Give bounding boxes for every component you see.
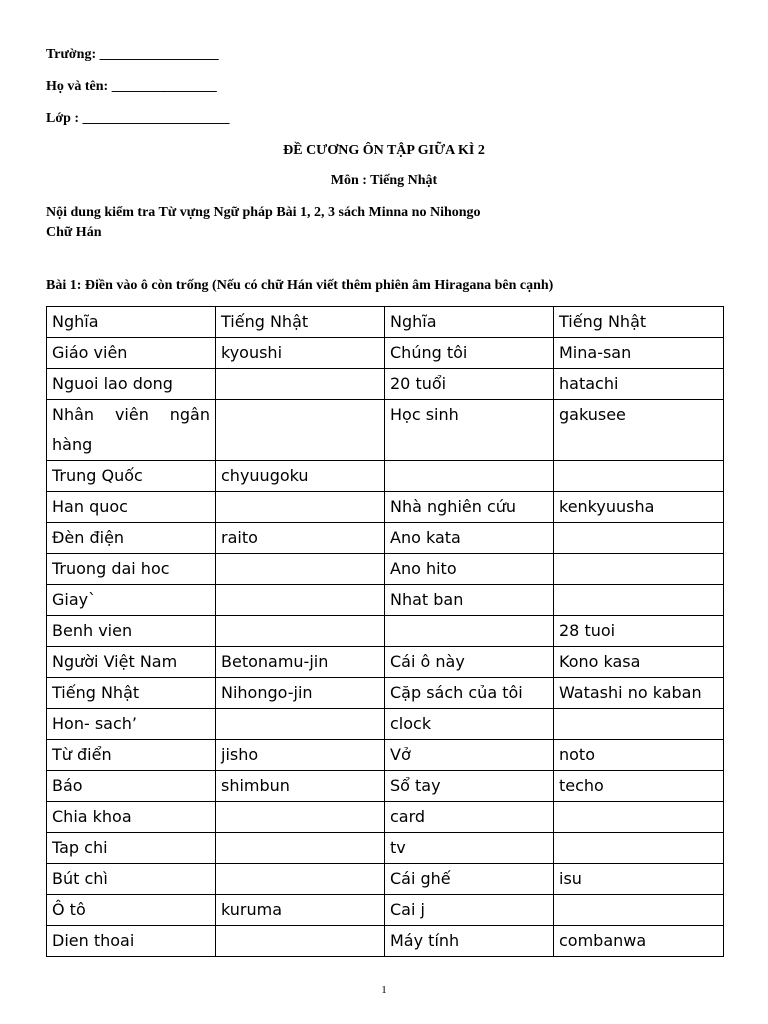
table-row xyxy=(47,616,724,647)
table-header-cell: Tiếng Nhật xyxy=(216,307,385,338)
table-cell xyxy=(216,616,385,647)
table-header-cell: Nghĩa xyxy=(385,307,554,338)
table-cell: Nhà nghiên cứu xyxy=(385,492,554,523)
subject-line: Môn : Tiếng Nhật xyxy=(330,173,438,188)
table-cell: Chúng tôi xyxy=(385,338,554,369)
table-cell xyxy=(385,616,554,647)
table-cell xyxy=(216,926,385,957)
table-header-row xyxy=(47,307,724,338)
table-cell: Nhân viên ngân hàng xyxy=(47,400,216,461)
content-line: Nội dung kiểm tra Từ vựng Ngữ pháp Bài 1, 2, 3 sách Minna no Nihongo xyxy=(46,205,481,220)
table-cell xyxy=(216,864,385,895)
table-row xyxy=(47,647,724,678)
table-header-cell: Tiếng Nhật xyxy=(554,307,724,338)
table-cell xyxy=(216,802,385,833)
table-cell: Ano hito xyxy=(385,554,554,585)
table-cell: Han quoc xyxy=(47,492,216,523)
table-cell: Hon- sach’ xyxy=(47,709,216,740)
table-cell: Nguoi lao dong xyxy=(47,369,216,400)
school-field: Trường: _________________ xyxy=(46,47,219,62)
table-cell: Tap chi xyxy=(47,833,216,864)
table-row xyxy=(47,461,724,492)
table-cell: Benh vien xyxy=(47,616,216,647)
table-cell xyxy=(216,400,385,461)
table-row xyxy=(47,400,724,461)
table-row xyxy=(47,895,724,926)
table-cell: Ô tô xyxy=(47,895,216,926)
table-cell: Giáo viên xyxy=(47,338,216,369)
table-row xyxy=(47,740,724,771)
table-row xyxy=(47,833,724,864)
table-cell xyxy=(385,461,554,492)
table-cell xyxy=(216,492,385,523)
table-row xyxy=(47,864,724,895)
table-cell: Máy tính xyxy=(385,926,554,957)
table-cell: combanwa xyxy=(554,926,724,957)
vocabulary-table xyxy=(46,306,724,957)
table-cell: Mina-san xyxy=(554,338,724,369)
table-cell: jisho xyxy=(216,740,385,771)
table-cell: Truong dai hoc xyxy=(47,554,216,585)
table-row xyxy=(47,926,724,957)
table-cell: isu xyxy=(554,864,724,895)
table-row xyxy=(47,338,724,369)
table-cell: Ano kata xyxy=(385,523,554,554)
table-row xyxy=(47,585,724,616)
document-title: ĐỀ CƯƠNG ÔN TẬP GIỮA KÌ 2 xyxy=(283,143,485,158)
table-cell: Trung Quốc xyxy=(47,461,216,492)
table-cell: 28 tuoi xyxy=(554,616,724,647)
table-cell: Giay` xyxy=(47,585,216,616)
table-cell: gakusee xyxy=(554,400,724,461)
table-cell: noto xyxy=(554,740,724,771)
table-cell: Tiếng Nhật xyxy=(47,678,216,709)
table-cell: Bút chì xyxy=(47,864,216,895)
table-cell: Nihongo-jin xyxy=(216,678,385,709)
table-cell xyxy=(554,709,724,740)
table-cell: hatachi xyxy=(554,369,724,400)
table-cell xyxy=(216,709,385,740)
table-cell: kenkyuusha xyxy=(554,492,724,523)
table-header-cell: Nghĩa xyxy=(47,307,216,338)
table-cell xyxy=(554,523,724,554)
table-cell: Sổ tay xyxy=(385,771,554,802)
table-cell xyxy=(216,585,385,616)
table-row xyxy=(47,802,724,833)
table-cell: Betonamu-jin xyxy=(216,647,385,678)
table-cell xyxy=(554,585,724,616)
table-cell: Cặp sách của tôi xyxy=(385,678,554,709)
table-cell: 20 tuổi xyxy=(385,369,554,400)
table-cell: Vở xyxy=(385,740,554,771)
table-cell xyxy=(216,554,385,585)
table-cell: clock xyxy=(385,709,554,740)
table-cell: Dien thoai xyxy=(47,926,216,957)
kanji-label: Chữ Hán xyxy=(46,225,102,240)
table-row xyxy=(47,369,724,400)
table-cell: Cai j xyxy=(385,895,554,926)
table-cell: techo xyxy=(554,771,724,802)
table-cell: tv xyxy=(385,833,554,864)
table-row xyxy=(47,554,724,585)
section1-title: Bài 1: Điền vào ô còn trống (Nếu có chữ Hán viết thêm phiên âm Hiragana bên cạnh) xyxy=(46,278,554,293)
table-cell: Cái ghế xyxy=(385,864,554,895)
table-cell xyxy=(216,833,385,864)
table-cell xyxy=(554,895,724,926)
table-cell: card xyxy=(385,802,554,833)
table-cell xyxy=(554,833,724,864)
table-row xyxy=(47,492,724,523)
table-cell: Người Việt Nam xyxy=(47,647,216,678)
table-cell: Đèn điện xyxy=(47,523,216,554)
table-cell: Nhat ban xyxy=(385,585,554,616)
table-cell xyxy=(554,461,724,492)
table-cell: Học sinh xyxy=(385,400,554,461)
table-cell: Từ điển xyxy=(47,740,216,771)
table-row xyxy=(47,771,724,802)
table-cell xyxy=(216,369,385,400)
table-cell: Cái ô này xyxy=(385,647,554,678)
table-cell: shimbun xyxy=(216,771,385,802)
table-cell xyxy=(554,554,724,585)
table-cell xyxy=(554,802,724,833)
table-cell: kyoushi xyxy=(216,338,385,369)
table-cell: Kono kasa xyxy=(554,647,724,678)
table-row xyxy=(47,678,724,709)
table-cell: Chia khoa xyxy=(47,802,216,833)
table-cell: Watashi no kaban xyxy=(554,678,724,709)
table-cell: chyuugoku xyxy=(216,461,385,492)
table-row xyxy=(47,523,724,554)
class-field: Lớp : _____________________ xyxy=(46,111,230,126)
page-number: 1 xyxy=(381,984,387,996)
name-field: Họ và tên: _______________ xyxy=(46,79,217,94)
table-cell: raito xyxy=(216,523,385,554)
table-cell: Báo xyxy=(47,771,216,802)
vocabulary-table-body xyxy=(47,307,724,957)
table-row xyxy=(47,709,724,740)
table-cell: kuruma xyxy=(216,895,385,926)
